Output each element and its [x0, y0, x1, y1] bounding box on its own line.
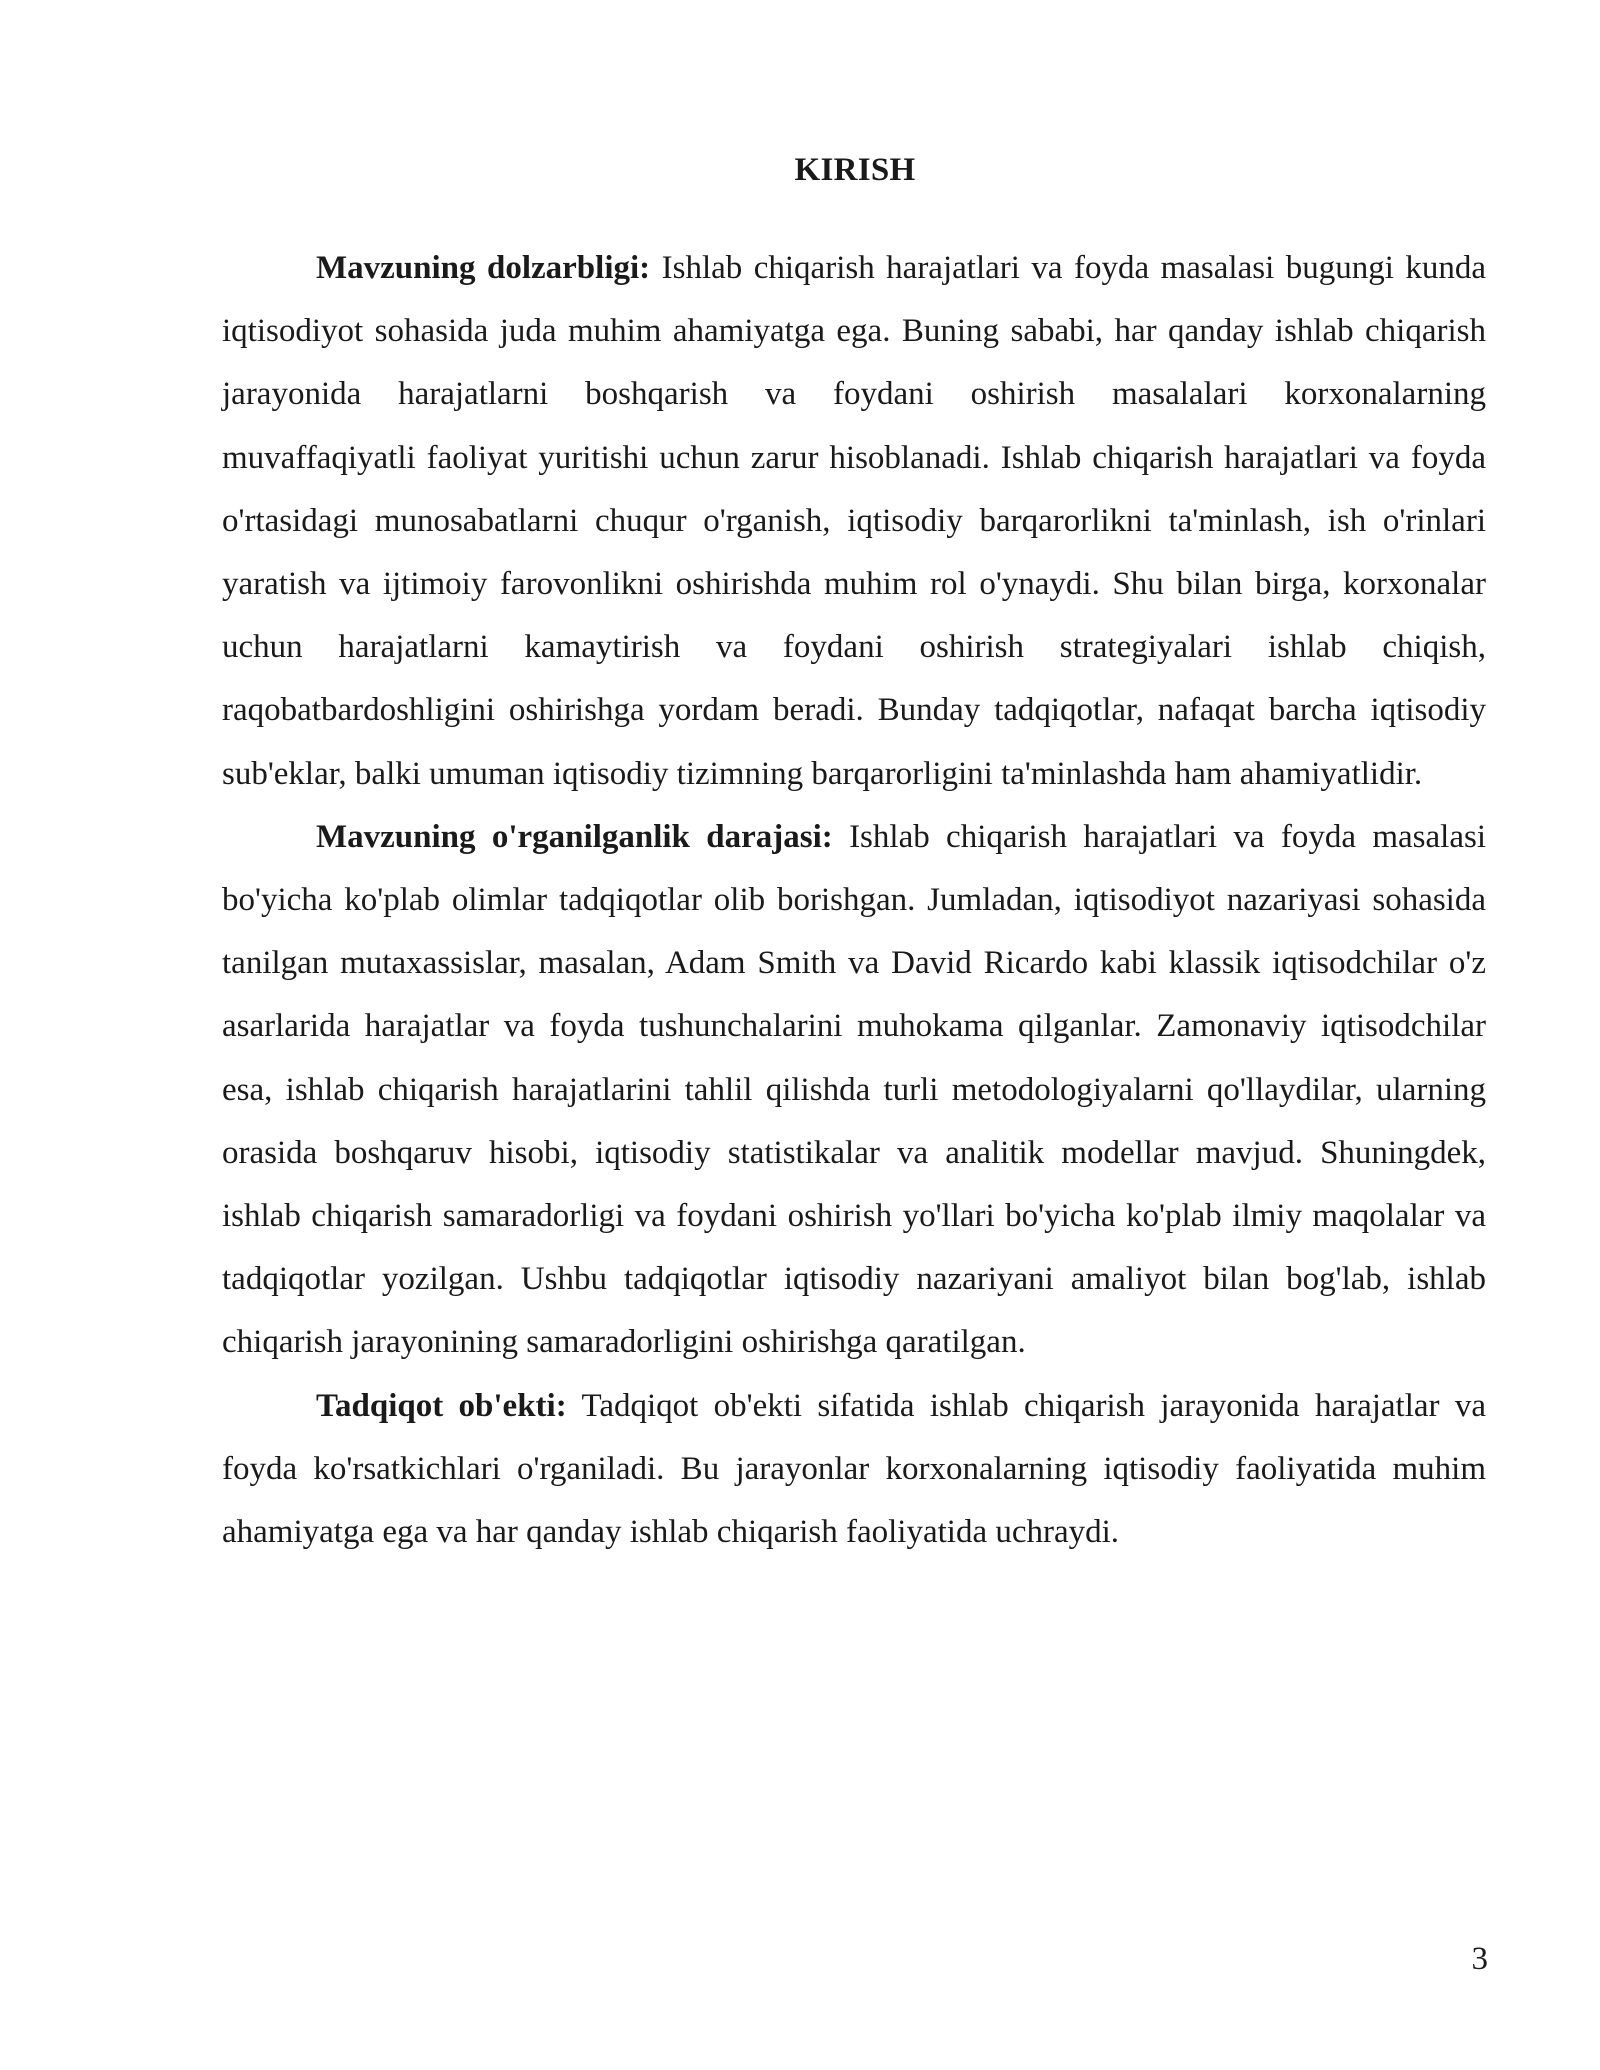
paragraph-lead: Tadqiqot ob'ekti:: [316, 1387, 567, 1424]
paragraph-lead: Mavzuning o'rganilganlik darajasi:: [316, 818, 833, 855]
paragraph-text: Tadqiqot ob'ekti sifatida ishlab chiqarish jarayonida harajatlar va foyda ko'rsatkichlari o'rganiladi. Bu jarayonlar korxonalarning iqtisodiy faoliyatida muhim ahamiyatga ega va har qanday ishlab chiqarish faoliyatida uchraydi.: [222, 1387, 1487, 1551]
page-number: 3: [1471, 1941, 1488, 1977]
page-title: KIRISH: [794, 152, 916, 188]
paragraph-study-level: [222, 806, 1486, 1375]
document-body: [222, 237, 1486, 1564]
paragraph-text: Ishlab chiqarish harajatlari va foyda masalasi bo'yicha ko'plab olimlar tadqiqotlar olib borishgan. Jumladan, iqtisodiyot nazariyasi sohasida tanilgan mutaxassislar, masalan, Adam Smith va David Ricardo kabi klassik iqtisodchilar o'z asarlarida harajatlar va foyda tushunchalarini muhokama qilganlar. Zamonaviy iqtisodchilar esa, ishlab chiqarish harajatlarini tahlil qilishda turli metodologiyalarni qo'llaydilar, ularning orasida boshqaruv hisobi, iqtisodiy statistikalar va analitik modellar mavjud. Shuningdek, ishlab chiqarish samaradorligi va foydani oshirish yo'llari bo'yicha ko'plab ilmiy maqolalar va tadqiqotlar yozilgan. Ushbu tadqiqotlar iqtisodiy nazariyani amaliyot bilan bog'lab, ishlab chiqarish jarayonining samaradorligini oshirishga qaratilgan.: [222, 818, 1487, 1361]
paragraph-relevance: [222, 237, 1486, 806]
paragraph-text: Ishlab chiqarish harajatlari va foyda masalasi bugungi kunda iqtisodiyot sohasida juda muhim ahamiyatga ega. Buning sababi, har qanday ishlab chiqarish jarayonida harajatlarni boshqarish va foydani oshirish masalalari korxonalarning muvaffaqiyatli faoliyat yuritishi uchun zarur hisoblanadi. Ishlab chiqarish harajatlari va foyda o'rtasidagi munosabatlarni chuqur o'rganish, iqtisodiy barqarorlikni ta'minlash, ish o'rinlari yaratish va ijtimoiy farovonlikni oshirishda muhim rol o'ynaydi. Shu bilan birga, korxonalar uchun harajatlarni kamaytirish va foydani oshirish strategiyalari ishlab chiqish, raqobatbardoshligini oshirishga yordam beradi. Bunday tadqiqotlar, nafaqat barcha iqtisodiy sub'eklar, balki umuman iqtisodiy tizimning barqarorligini ta'minlashda ham ahamiyatlidir.: [222, 250, 1486, 792]
paragraph-research-object: [222, 1375, 1486, 1565]
paragraph-lead: Mavzuning dolzarbligi:: [316, 250, 651, 286]
